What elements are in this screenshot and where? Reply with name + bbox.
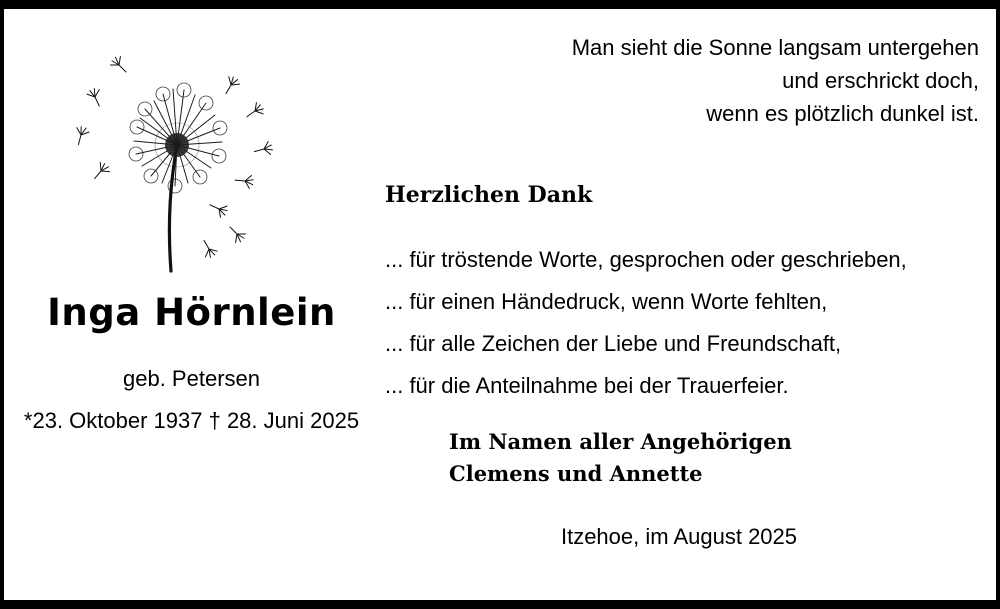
thanks-list: [385, 239, 995, 407]
left-column: [4, 9, 379, 600]
deceased-maiden-name: geb. Petersen: [123, 366, 260, 391]
list-item: ... für tröstende Worte, gesprochen oder geschrieben,: [385, 247, 907, 272]
deceased-name: Inga Hörnlein: [47, 291, 336, 334]
verse-line: und erschrickt doch,: [782, 68, 979, 93]
memorial-verse: [379, 31, 979, 130]
closing-line: Clemens und Annette: [449, 461, 703, 486]
deceased-life-dates: *23. Oktober 1937 † 28. Juni 2025: [23, 408, 360, 433]
place-and-date: Itzehoe, im August 2025: [560, 524, 798, 549]
verse-line: wenn es plötzlich dunkel ist.: [706, 101, 979, 126]
verse-line: Man sieht die Sonne langsam untergehen: [571, 35, 979, 60]
closing-signature: [449, 426, 989, 490]
list-item: ... für einen Händedruck, wenn Worte fehlten,: [385, 289, 828, 314]
list-item: ... für die Anteilnahme bei der Trauerfeier.: [385, 373, 789, 398]
closing-line: Im Namen aller Angehörigen: [449, 429, 792, 454]
thanks-heading: Herzlichen Dank: [385, 182, 593, 208]
right-column: [379, 9, 996, 600]
dandelion-icon: [59, 49, 289, 279]
list-item: ... für alle Zeichen der Liebe und Freundschaft,: [385, 331, 842, 356]
card-inner: [4, 9, 996, 600]
